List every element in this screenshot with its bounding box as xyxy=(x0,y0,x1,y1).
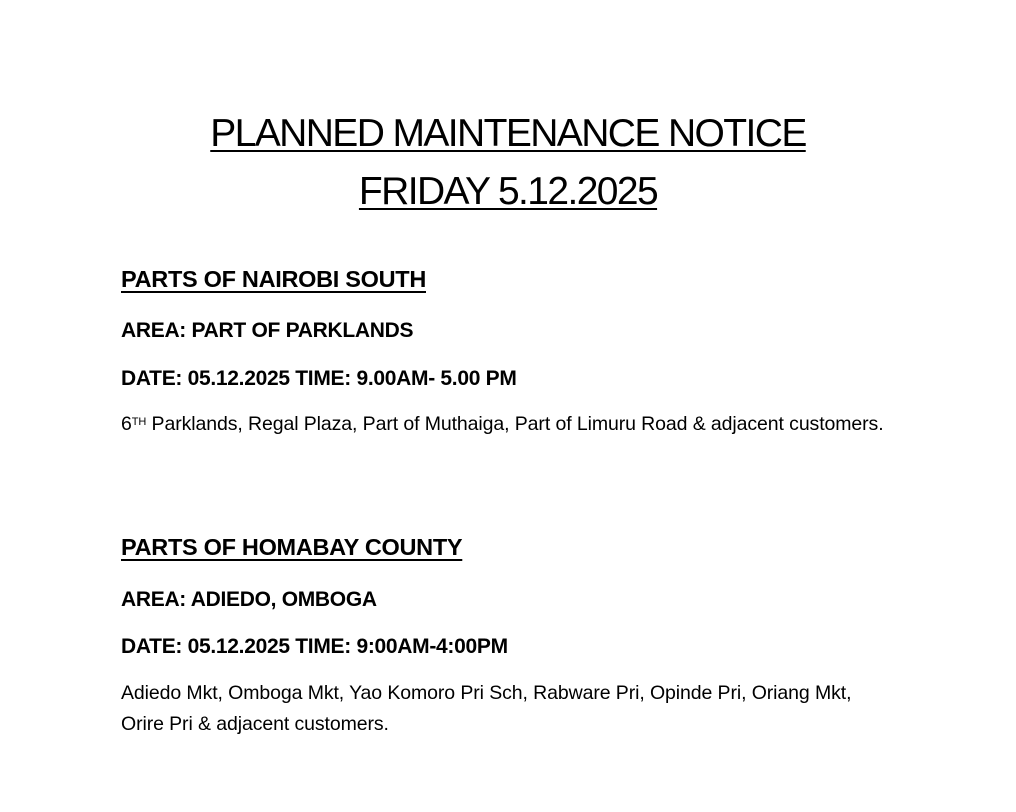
section-area-homabay-county: AREA: ADIEDO, OMBOGA xyxy=(121,588,377,611)
section-area-nairobi-south: AREA: PART OF PARKLANDS xyxy=(121,319,414,342)
notice-date-title-text: FRIDAY 5.12.2025 xyxy=(358,170,658,213)
section-details-homabay-county: Adiedo Mkt, Omboga Mkt, Yao Komoro Pri Sch, Rabware Pri, Opinde Pri, Oriang Mkt, Orire Pri & adjacent customers. xyxy=(121,682,852,735)
section-heading-nairobi-south: PARTS OF NAIROBI SOUTH xyxy=(121,266,426,292)
notice-title-text: PLANNED MAINTENANCE NOTICE xyxy=(210,112,806,155)
details-ordinal-number: 6 xyxy=(121,413,132,435)
section-datetime-homabay-county: DATE: 05.12.2025 TIME: 9:00AM-4:00PM xyxy=(121,635,508,658)
section-heading-homabay-county: PARTS OF HOMABAY COUNTY xyxy=(121,534,463,560)
details-text: Parklands, Regal Plaza, Part of Muthaiga, Part of Limuru Road & adjacent customers. xyxy=(146,413,884,435)
notice-title xyxy=(0,114,1016,153)
details-ordinal-suffix: TH xyxy=(131,416,147,428)
section-datetime-nairobi-south: DATE: 05.12.2025 TIME: 9.00AM- 5.00 PM xyxy=(121,367,517,390)
notice-date-title xyxy=(0,172,1016,211)
section-details-nairobi-south xyxy=(121,409,891,440)
